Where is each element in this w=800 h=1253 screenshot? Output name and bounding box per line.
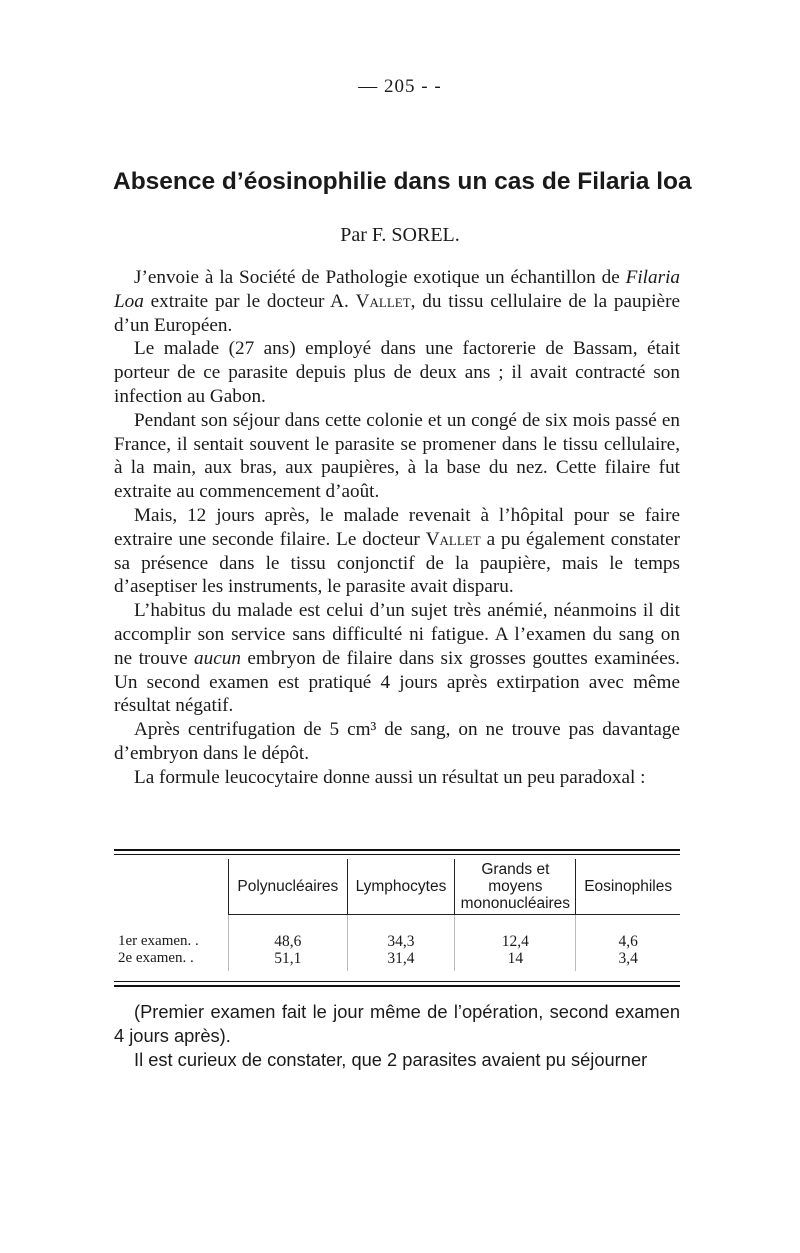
table-cell: 48,6 xyxy=(229,915,348,951)
table-cell: 34,3 xyxy=(347,915,455,951)
paragraph xyxy=(114,504,680,599)
text-run: Le malade (27 ans) employé dans une factorerie de Bassam, était porteur de ce parasite depuis plus de deux ans ; il avait contracté son infection au Gabon. xyxy=(114,338,680,407)
table-cell: 14 xyxy=(455,950,576,971)
text-run: Après centrifugation de 5 cm³ de sang, on ne trouve pas davantage d’embryon dans le dépôt. xyxy=(114,719,680,764)
table-cell: 4,6 xyxy=(576,915,680,951)
table-row-label: 1er examen. . xyxy=(118,932,199,949)
paragraph xyxy=(114,599,680,718)
byline xyxy=(0,224,800,247)
table-row xyxy=(114,950,680,971)
leucocyte-formula-table xyxy=(114,849,680,987)
text-run: Vallet xyxy=(355,290,411,312)
text-run: Filaria Loa xyxy=(114,267,680,312)
table-top-rule xyxy=(114,849,680,855)
article-title: Absence d’éosinophilie dans un cas de Filaria loa xyxy=(113,168,692,195)
table-header-lymphocytes: Lymphocytes xyxy=(347,859,455,915)
text-run: L’habitus du malade est celui d’un sujet très anémié, néanmoins il dit accomplir son service sans difficulté ni fatigue. A l’examen du sang on ne trouve xyxy=(114,600,680,669)
text-run: Pendant son séjour dans cette colonie et un congé de six mois passé en France, il sentait souvent le parasite se promener dans le tissu cellulaire, à la main, aux bras, aux paupières, à la base du nez. Cette filaire fut extraite au commencement d’août. xyxy=(114,409,680,503)
table-row-label: 2e examen. . xyxy=(118,950,194,966)
text-run: a pu également constater sa présence dans le tissu conjonctif de la paupière, mais le temps d’aseptiser les instruments, le parasite avait disparu. xyxy=(114,528,680,598)
table-header-polynucleaires: Polynucléaires xyxy=(229,859,348,915)
paragraph xyxy=(114,718,680,766)
table-cell: 12,4 xyxy=(455,915,576,951)
paragraph xyxy=(114,266,680,337)
text-run: , du tissu cellulaire de la paupière d’un Européen. xyxy=(114,290,680,336)
text-run: extraite par le docteur A. xyxy=(143,290,356,312)
text-run: La formule leucocytaire donne aussi un résultat un peu paradoxal : xyxy=(134,766,646,788)
table-header-mononucleaires: Grands et moyens mononucléaires xyxy=(455,859,576,915)
table-cell: 51,1 xyxy=(229,950,348,971)
paragraph: Il est curieux de constater, que 2 parasites avaient pu séjourner xyxy=(134,1049,648,1070)
paragraph xyxy=(114,337,680,408)
article-continuation xyxy=(114,1000,680,1072)
table-header-eosinophiles: Eosinophiles xyxy=(576,859,680,915)
table-header-empty xyxy=(114,859,229,915)
article-body xyxy=(114,266,680,790)
table-cell: 31,4 xyxy=(347,950,455,971)
text-run: embryon de filaire dans six grosses gouttes examinées. Un second examen est pratiqué 4 jours après extirpation avec même résultat négatif. xyxy=(114,647,680,717)
table-bottom-rule xyxy=(114,981,680,987)
table-row xyxy=(114,915,680,951)
byline-prefix: Par F. xyxy=(340,224,387,246)
text-run: J’envoie à la Société de Pathologie exotique un échantillon de xyxy=(134,267,626,288)
text-run: aucun xyxy=(194,647,241,669)
text-run: Mais, 12 jours après, le malade revenait à l’hôpital pour se faire extraire une seconde filaire. Le docteur xyxy=(114,504,680,550)
paragraph xyxy=(114,409,680,504)
page-number: — 205 - - xyxy=(358,76,442,97)
paragraph xyxy=(114,766,680,790)
byline-author: SOREL. xyxy=(391,224,460,246)
table-cell: 3,4 xyxy=(576,950,680,971)
table-header-row xyxy=(114,859,680,915)
paragraph: (Premier examen fait le jour même de l’opération, second examen 4 jours après). xyxy=(114,1001,680,1046)
text-run: Vallet xyxy=(425,528,481,550)
